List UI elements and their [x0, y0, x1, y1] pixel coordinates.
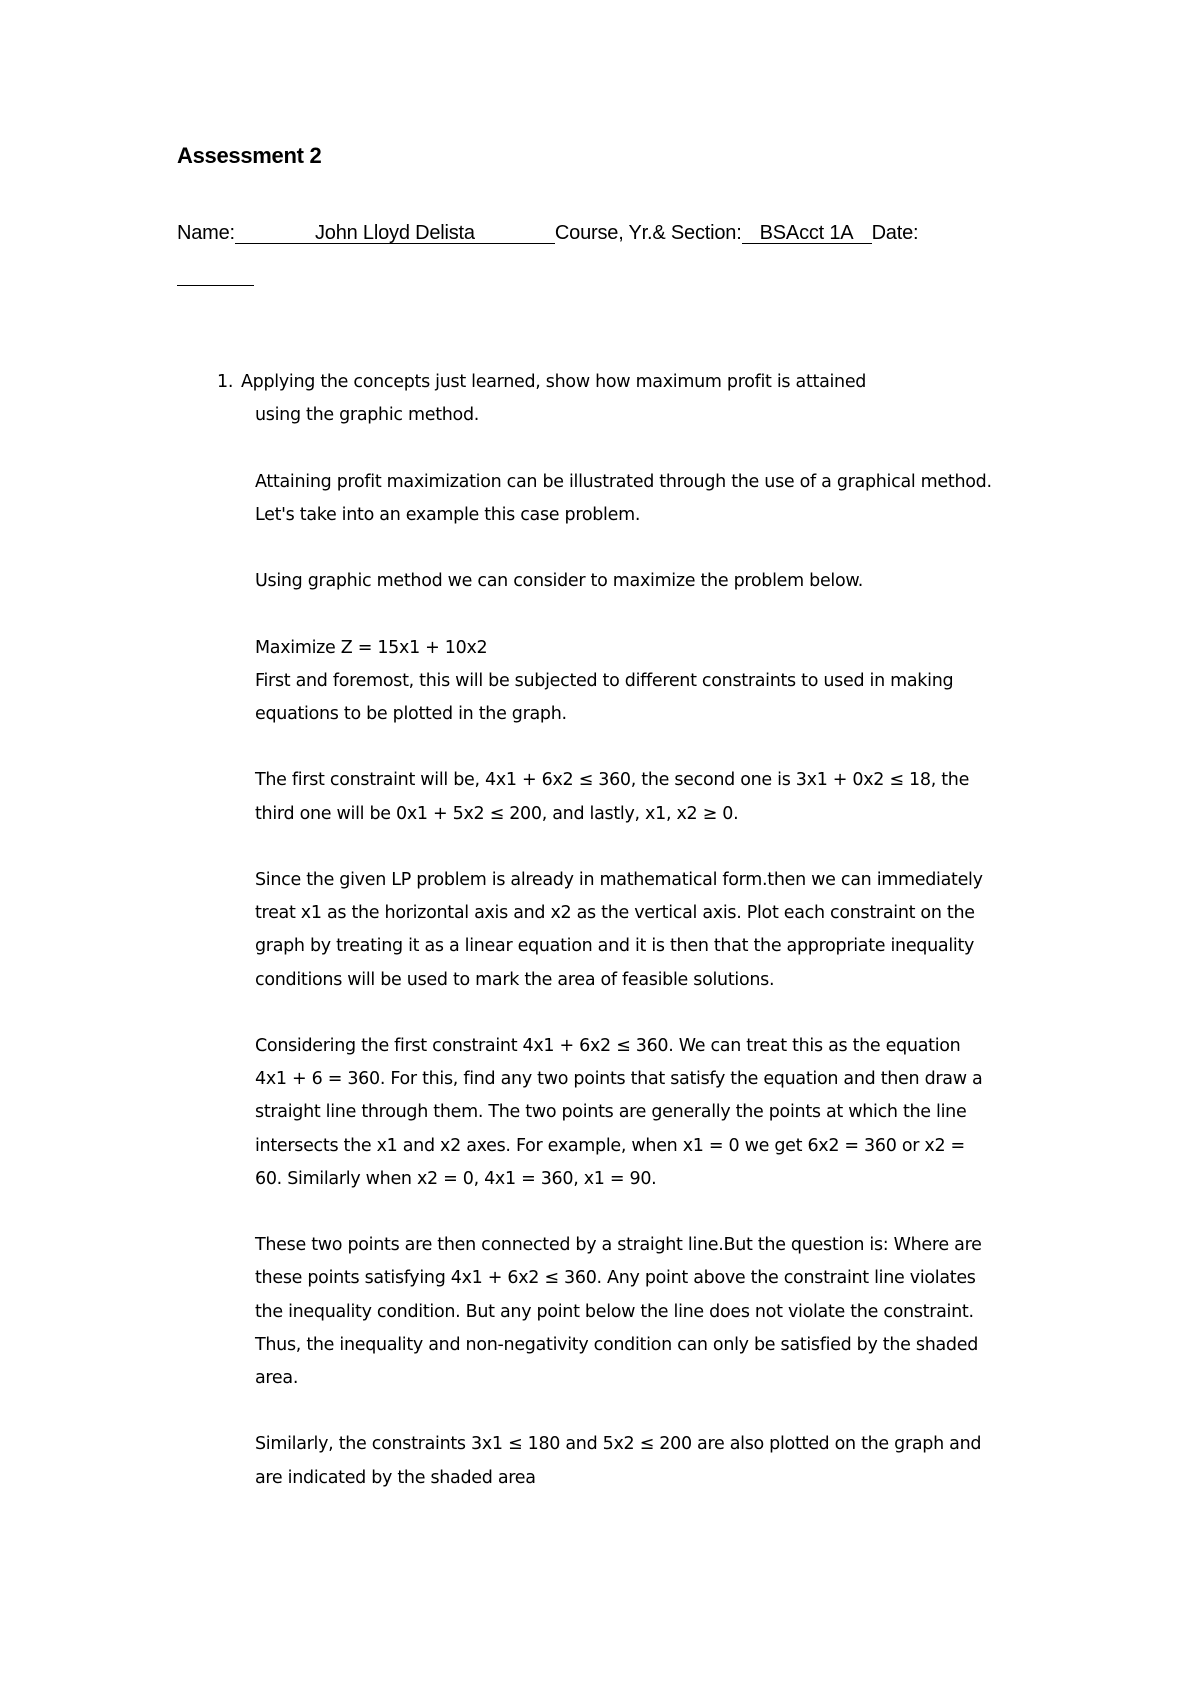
date-blank-line: [177, 265, 254, 286]
answer-paragraph: Attaining profit maximization can be illustrated through the use of a graphical method. Let's take into an example this case problem.: [255, 471, 992, 525]
question-prompt-line2: using the graphic method.: [255, 405, 480, 426]
answer-paragraph: The first constraint will be, 4x1 + 6x2 ≤ 360, the second one is 3x1 + 0x2 ≤ 18, the third one will be 0x1 + 5x2 ≤ 200, and lastly, x1, x2 ≥ 0.: [255, 770, 970, 824]
objective-function: Maximize Z = 15x1 + 10x2: [255, 637, 488, 658]
answer-paragraph: These two points are then connected by a straight line.But the question is: Where are these points satisfying 4x1 + 6x2 ≤ 360. Any point above the constraint line violates the inequality condition. But any point below the line does not violate the constraint. Thus, the inequality and non-negativity condition can only be satisfied by the shaded area.: [255, 1235, 982, 1388]
name-value: John Lloyd Delista: [235, 223, 555, 244]
question-number: 1.: [217, 372, 234, 392]
answer-paragraph: Considering the first constraint 4x1 + 6x2 ≤ 360. We can treat this as the equation 4x1 + 6 = 360. For this, find any two points that satisfy the equation and then draw a straight line through them. The two points are generally the points at which the line intersects the x1 and x2 axes. For example, when x1 = 0 we get 6x2 = 360 or x2 = 60. Similarly when x2 = 0, 4x1 = 360, x1 = 90.: [255, 1035, 983, 1189]
question-prompt: [217, 366, 997, 399]
question-prompt-line1: Applying the concepts just learned, show how maximum profit is attained: [241, 372, 867, 392]
student-info-line: [177, 222, 918, 245]
course-value: BSAcct 1A: [742, 223, 872, 244]
course-label: Course, Yr.& Section:: [554, 222, 742, 244]
name-label: Name:: [177, 222, 235, 244]
question-1: [217, 366, 997, 1495]
answer-paragraph: Using graphic method we can consider to maximize the problem below.: [255, 571, 864, 592]
answer-body: [217, 399, 997, 1495]
answer-paragraph: Similarly, the constraints 3x1 ≤ 180 and 5x2 ≤ 200 are also plotted on the graph and are indicated by the shaded area: [255, 1434, 982, 1488]
answer-paragraph: Since the given LP problem is already in mathematical form.then we can immediately treat x1 as the horizontal axis and x2 as the vertical axis. Plot each constraint on the graph by treating it as a linear equation and it is then that the appropriate inequality conditions will be used to mark the area of feasible solutions.: [255, 869, 983, 990]
document-title: Assessment 2: [177, 143, 322, 168]
date-label: Date:: [871, 222, 919, 244]
answer-paragraph: First and foremost, this will be subjected to different constraints to used in making equations to be plotted in the graph.: [255, 670, 954, 724]
